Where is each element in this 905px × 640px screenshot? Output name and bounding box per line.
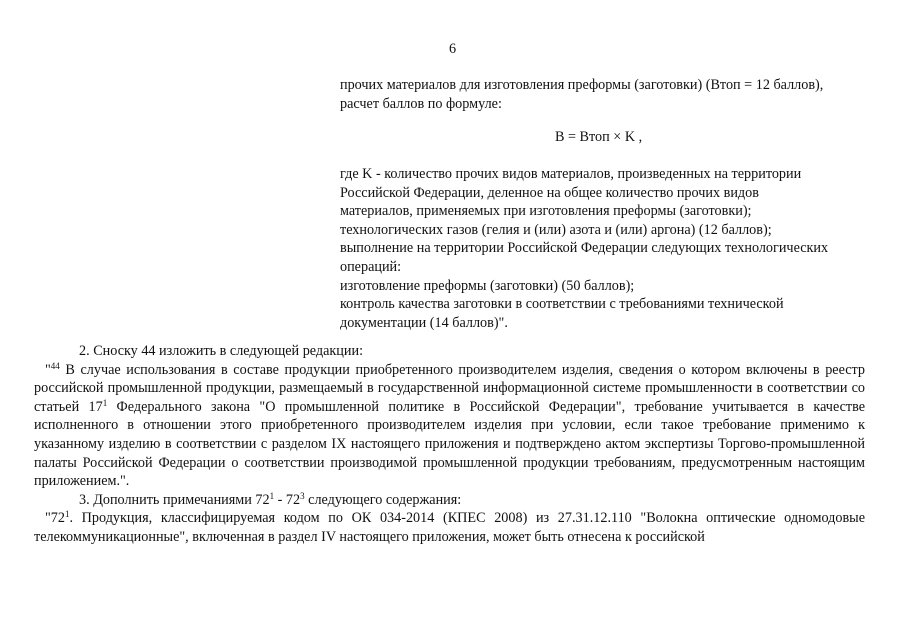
text-line: Российской Федерации, деленное на общее количество прочих видов — [340, 184, 759, 201]
section-3-heading: 3. Дополнить примечаниями $72^1 - 72^3$ следующего содержания: — [79, 490, 462, 508]
text-line: контроль качества заготовки в соответствии с требованиями технической — [340, 296, 784, 313]
article-superscript: 1 — [102, 397, 108, 408]
text-line: выполнение на территории Российской Федерации следующих технологических — [340, 240, 829, 257]
footnote-marker: 44 — [50, 360, 60, 371]
text-line: прочих материалов для изготовления преформы (заготовки) (Втоп = 12 баллов), — [340, 77, 824, 93]
section-2-heading: 2. Сноску 44 изложить в следующей редакции: — [79, 343, 364, 359]
text-line: технологических газов (гелия и (или) азота и (или) аргона) (12 баллов); — [340, 221, 772, 238]
amendments-section — [34, 342, 866, 547]
text-line: документации (14 баллов)". — [340, 314, 508, 331]
formula-explanation-block — [340, 165, 870, 332]
footnote-44-paragraph: "$^{44}$ В случае использования в составе продукции приобретенного производителем изделия, сведения о котором включены в реестр российской промышленной продукции, размещаемый в государственной информационной системе промышленности в соответствии со статьей $17^1$ Федерального закона "О промышленной политике в Российской Федерации", требование учитывается в качестве исполненного в отношении этого приобретенного производителем изделия при условии, если такое требование применимо к указанному изделию в соответствии с разделом IX настоящего приложения и подтверждено актом экспертизы Торгово-промышленной палаты Российской Федерации о соответствии производимой промышленной продукции требованиям, предусмотренным настоящим приложением.". — [34, 360, 866, 490]
page-number: 6 — [448, 41, 457, 57]
material-points-block — [340, 76, 870, 113]
text-line: материалов, применяемых при изготовления преформы (заготовки); — [340, 203, 752, 220]
score-formula: B = Bтоп × K , — [555, 129, 643, 145]
text-line: операций: — [340, 258, 402, 275]
note-72-1-paragraph: "$72^1$. Продукция, классифицируемая кодом по ОК 034-2014 (КПЕС 2008) из 27.31.12.110 "Волокна оптические одномодовые телекоммуникационные", включенная в раздел IV настоящего приложения, может быть отнесена к российской — [34, 509, 865, 545]
text-line: изготовление преформы (заготовки) (50 баллов); — [340, 277, 635, 294]
text-line: расчет баллов по формуле: — [340, 95, 502, 112]
text-line: где K - количество прочих видов материалов, произведенных на территории — [340, 166, 802, 182]
